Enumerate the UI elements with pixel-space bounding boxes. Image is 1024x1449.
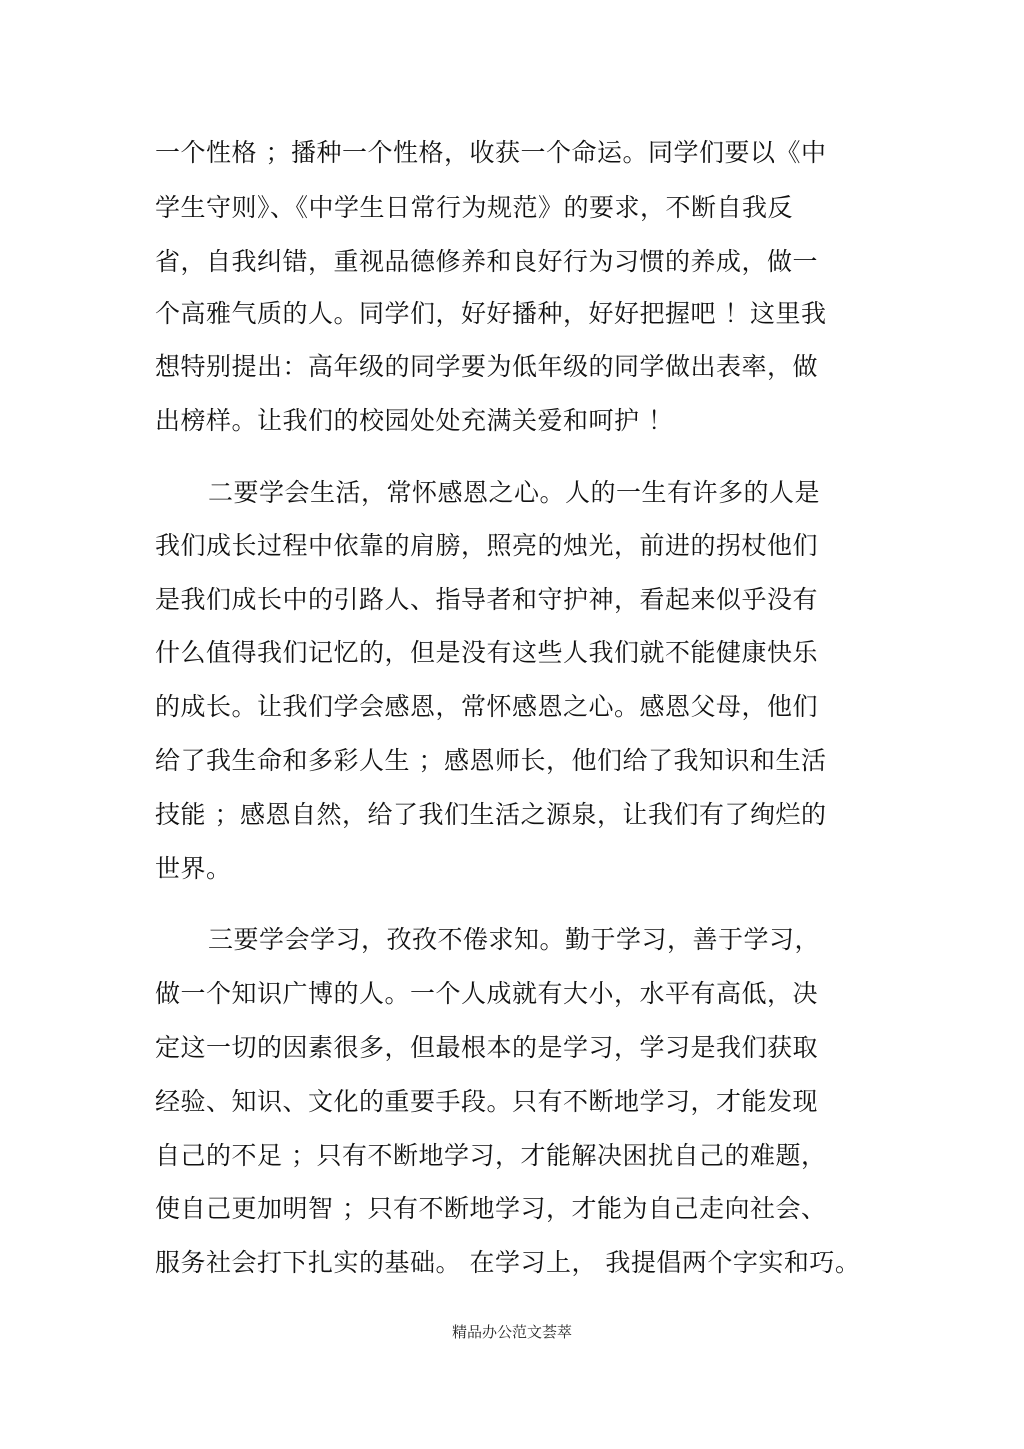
paragraph-first-line: 二要学会生活，常怀感恩之心。人的一生有许多的人是 [208,478,821,507]
paragraph-first-line: 三要学会学习，孜孜不倦求知。勤于学习，善于学习， [208,925,821,954]
text-line: 学生守则》、《中学生日常行为规范》的要求，不断自我反 [155,193,794,222]
page-footer: 精品办公范文荟萃 [451,1323,572,1341]
text-line: 个高雅气质的人。同学们，好好播种，好好把握吧 ！这里我 [155,299,827,328]
text-line: 自己的不足 ；只有不断地学习，才能解决困扰自己的难题， [155,1141,827,1170]
text-line: 经验、知识、文化的重要手段。只有不断地学习，才能发现 [155,1087,819,1116]
text-line: 的成长。让我们学会感恩，常怀感恩之心。感恩父母，他们 [155,692,819,721]
text-line: 省，自我纠错，重视品德修养和良好行为习惯的养成，做一 [155,247,819,276]
text-line: 服务社会打下扎实的基础。 在学习上， 我提倡两个字实和巧。 [155,1248,861,1277]
text-line: 做一个知识广博的人。一个人成就有大小，水平有高低，决 [155,979,819,1008]
text-line: 想特别提出：高年级的同学要为低年级的同学做出表率，做 [155,352,819,381]
text-line: 定这一切的因素很多，但最根本的是学习，学习是我们获取 [155,1033,819,1062]
text-line: 一个性格 ；播种一个性格，收获一个命运。同学们要以《中 [155,138,827,167]
text-line: 是我们成长中的引路人、指导者和守护神，看起来似乎没有 [155,585,819,614]
text-line: 技能 ；感恩自然，给了我们生活之源泉，让我们有了绚烂的 [155,800,827,829]
text-line: 给了我生命和多彩人生 ；感恩师长，他们给了我知识和生活 [155,746,827,775]
text-line: 我们成长过程中依靠的肩膀，照亮的烛光，前进的拐杖他们 [155,531,819,560]
text-line: 出榜样。让我们的校园处处充满关爱和呵护 ！ [155,406,674,435]
text-line: 使自己更加明智 ；只有不断地学习，才能为自己走向社会、 [155,1194,827,1223]
text-line: 世界。 [155,854,232,883]
text-line: 什么值得我们记忆的，但是没有这些人我们就不能健康快乐 [155,638,819,667]
